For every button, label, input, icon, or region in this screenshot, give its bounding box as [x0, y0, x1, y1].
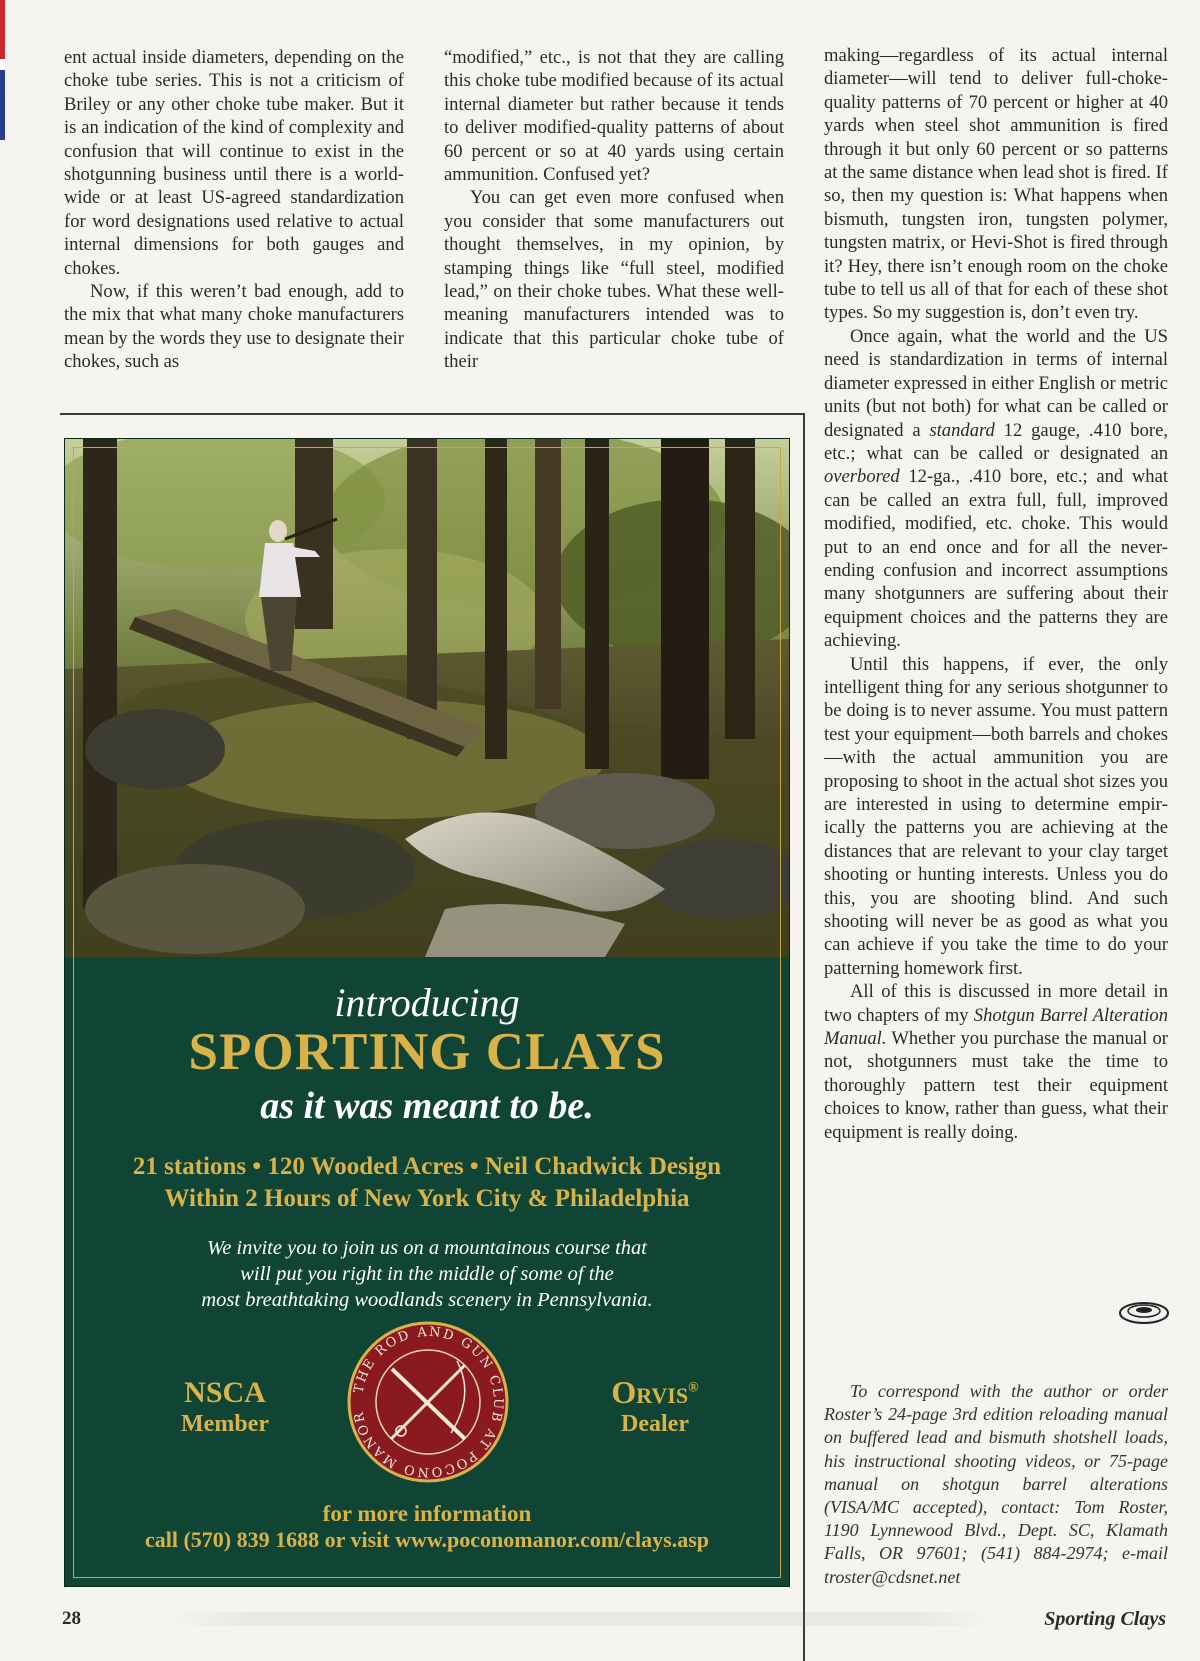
pocono-manor-advertisement: [64, 438, 790, 1587]
orvis-dealer-label: Dealer: [621, 1411, 689, 1437]
book-title: Shotgun Barrel Alteration Manual.: [824, 1004, 1168, 1050]
article-column-2: [444, 46, 784, 374]
ad-features-line: 21 stations • 120 Wooded Acres • Neil Chadwick Design: [132, 1153, 722, 1180]
emphasis-standard: standard: [929, 419, 995, 441]
nsca-member-label: Member: [181, 1411, 269, 1437]
author-note-text: To correspond with the author or order Roster’s 24-page 3rd edition reloading manual on buffered lead and bismuth shotshell loads, his instructional shooting videos, or 75-page manual on shotgun barrel alterations (VISA/MC accepted), contact: Tom Roster, 1190 Lynnewood Blvd., Dept. SC, Klamath Falls, OR 97601; (541) 884-2974; e-mail troster@cdsnet.net: [824, 1381, 1168, 1587]
clay-target-end-icon: [1118, 1298, 1170, 1326]
article-paragraph: Once again, what the world and the US need is standardization in terms of internal diameter expressed in either English or metric units (but not both) for what can be called or designated a standard 12 gauge, .410 bore, etc.; what can be called or designated an overbored 12-ga., .410 bore, etc.; and what can be called an extra full, full, improved modified, modified, etc. choke. This would put to an end once and for all the never-ending confusion and incorrect assumptions many shotgunners are suffering about their equipment choices and the patterns they are achieving.: [824, 325, 1168, 652]
ad-introducing: introducing: [334, 980, 520, 1025]
article-paragraph: You can get even more confused when you consider that some manufacturers out thought themselves, in my opinion, by stamping things like “full steel, modified lead,” on their choke tubes. What these well-meaning manufacturers intended was to indicate that this particular choke tube of their: [444, 187, 784, 373]
footer-bleed-through: [172, 1612, 992, 1626]
ad-invite-line: We invite you to join us on a mountainous course that: [207, 1237, 647, 1259]
magazine-title: Sporting Clays: [1044, 1608, 1166, 1630]
ad-features-line: Within 2 Hours of New York City & Philadelphia: [164, 1185, 690, 1212]
article-column-3: [824, 44, 1168, 1144]
article-paragraph: ent actual inside diameters, depending on the choke tube series. This is not a criticism of Briley or any other choke tube maker. But it is an indication of the kind of complexity and confusion that will continue to exist in the shotgunning business until there is a worldwide or at least US-agreed standardization for word designations used relative to actual internal dimensions for both gauges and chokes.: [64, 47, 404, 279]
article-paragraph: “modified,” etc., is not that they are calling this choke tube modified because of its actual internal diameter but rather because it tends to deliver modified-quality patterns of about 60 percent or so at 40 yards using certain ammunition. Confused yet?: [444, 47, 784, 186]
orvis-label: Orvis®: [611, 1374, 699, 1410]
article-paragraph: Until this happens, if ever, the only intelligent thing for any serious shotgunner to be doing is to never assume. You must pattern test your equipment—both barrels and chokes—with the actual ammunition you are proposing to shoot in the actual shot sizes you are interested in using to determine empirically the patterns you are achieving at the distances that are relevant to your clay target shooting or hunting interests. Unless you do this, you are shooting blind. And such shooting will never be as good as what you can achieve if you take the time to do your patterning homework first.: [824, 653, 1168, 979]
ad-subhead: as it was meant to be.: [260, 1085, 594, 1127]
article-paragraph: Now, if this weren’t bad enough, add to the mix that what many choke manufacturers mean by the words they use to designate their chokes, such as: [64, 281, 404, 373]
nsca-label: NSCA: [184, 1376, 266, 1409]
ad-headline: SPORTING CLAYS: [188, 1023, 666, 1081]
ad-contact-line: call (570) 839 1688 or visit www.poconomanor.com/clays.asp: [144, 1527, 710, 1552]
seal-text: THE ROD AND GUN CLUB AT POCONO MANOR: [351, 1324, 506, 1480]
page-number: 28: [62, 1608, 81, 1629]
ad-invite-line: will put you right in the middle of some of the: [240, 1263, 614, 1285]
ad-invite-line: most breathtaking woodlands scenery in Pennsylvania.: [201, 1289, 653, 1311]
margin-color-strip: [0, 0, 5, 140]
ad-frame-rule-top: [60, 413, 805, 415]
article-paragraph: All of this is discussed in more detail in two chapters of my Shotgun Barrel Alteration Manual. Whether you purchase the manual or not, shotgunners must take the time to thoroughly pattern test their equipment choices to know, rather than guess, what their equipment is really doing.: [824, 981, 1168, 1143]
rod-and-gun-club-seal-icon: [347, 1321, 509, 1483]
ad-frame-rule-side: [803, 413, 805, 1661]
article-column-1: [64, 46, 404, 374]
author-contact-note: [824, 1380, 1168, 1589]
ad-info-label: for more information: [322, 1501, 532, 1526]
registered-mark: ®: [688, 1380, 699, 1396]
emphasis-overbored: overbored: [824, 466, 900, 488]
article-paragraph: making—regardless of its actual internal diameter—will tend to deliver full-choke-quality patterns of 70 percent or higher at 40 yards when steel shot ammunition is fired through it but only 60 percent or so patterns at the same distance when lead shot is fired. If so, then my question is: What happens when bismuth, tungsten iron, tungsten polymer, tungsten matrix, or Hevi-Shot is fired through it? Hey, there isn’t enough room on the choke tube to tell us all of that for each of these shot types. So my suggestion is, don’t even try.: [824, 45, 1168, 324]
